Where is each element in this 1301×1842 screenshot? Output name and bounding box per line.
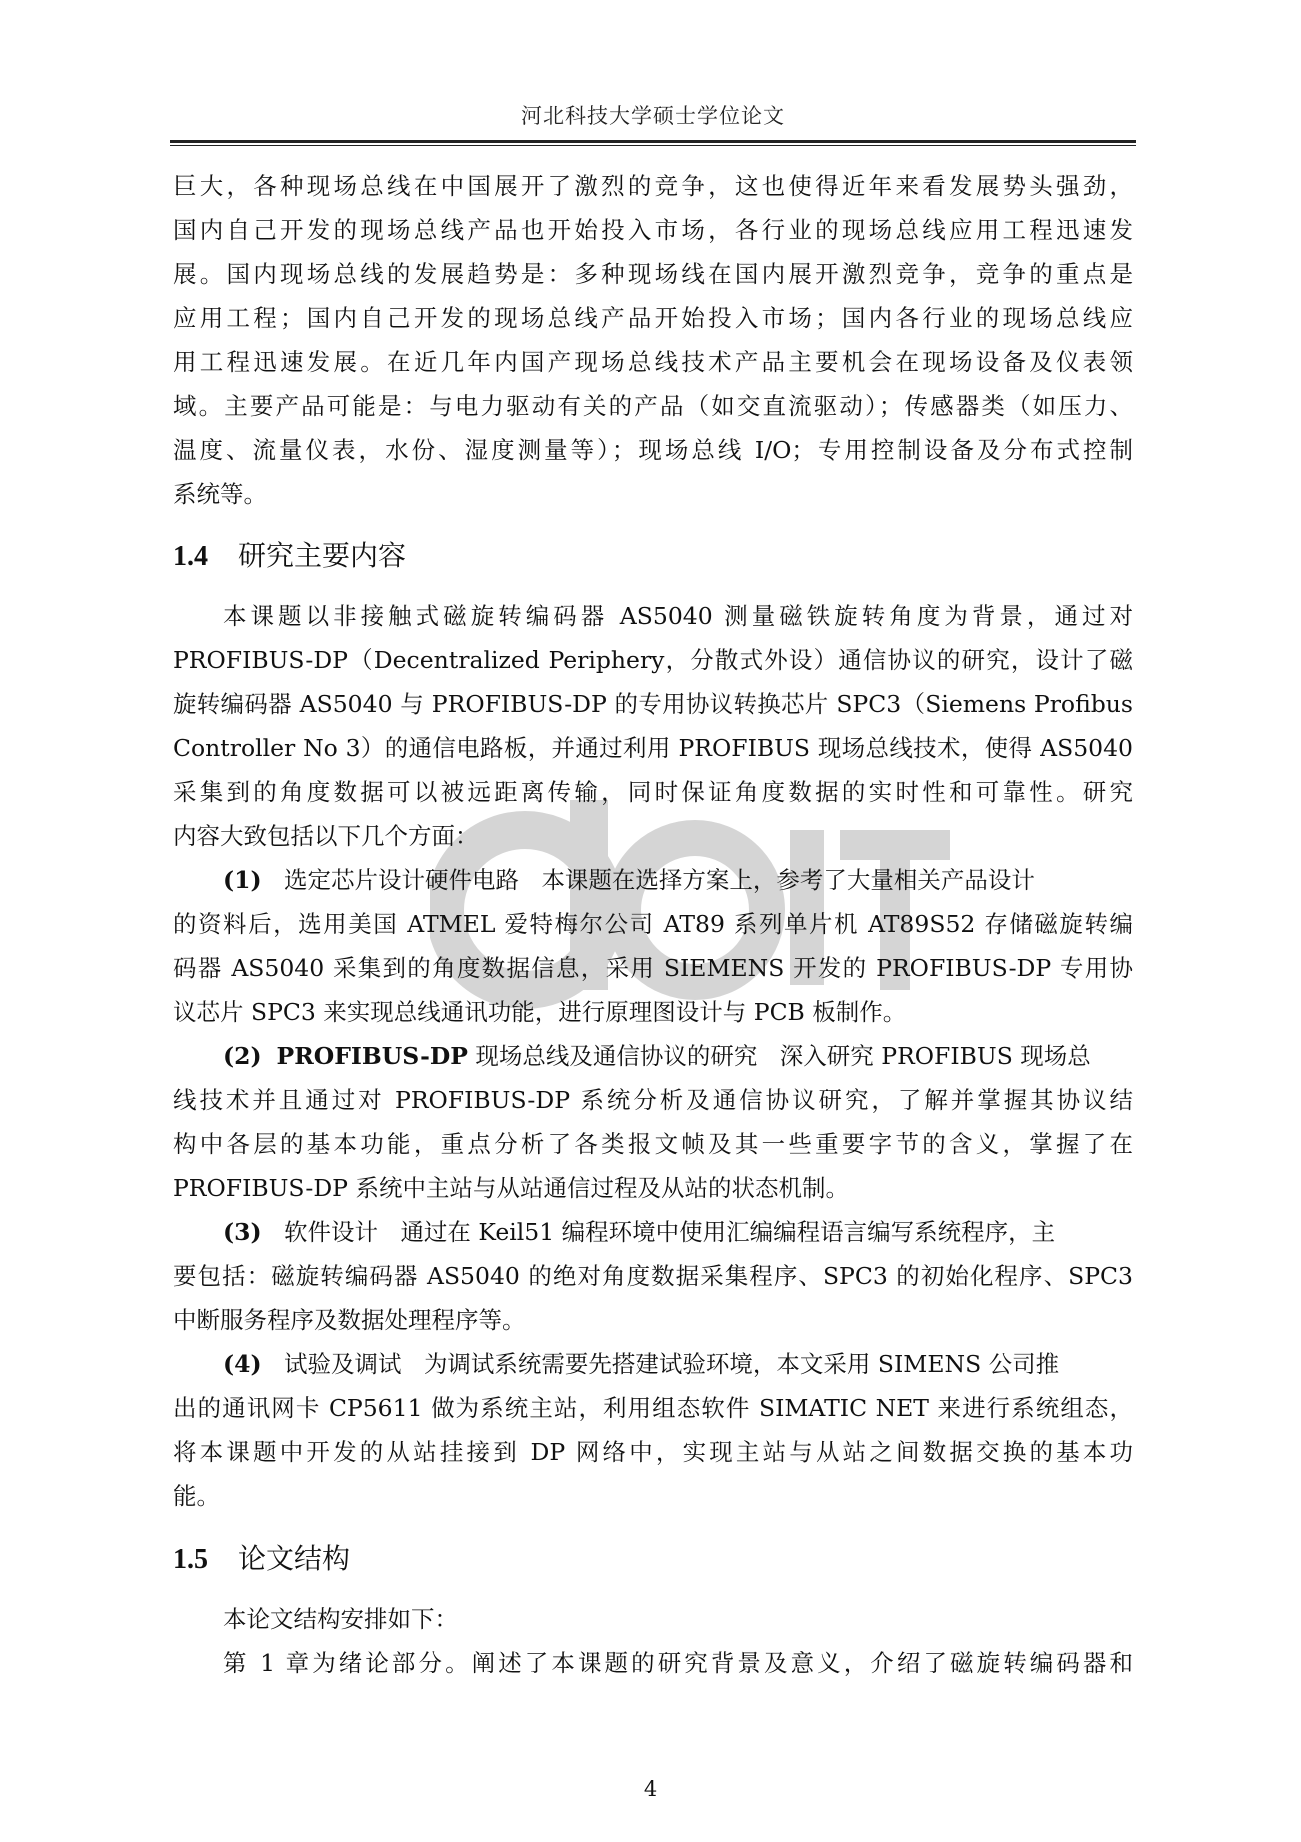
item-text: 深入研究 PROFIBUS 现场总	[779, 1042, 1091, 1070]
item-4-line-2: 出的通讯网卡 CP5611 做为系统主站，利用组态软件 SIMATIC NET 来进行系统组态，	[173, 1394, 1133, 1422]
research-line-6: 内容大致包括以下几个方面：	[173, 822, 479, 850]
item-3-line-2: 要包括：磁旋转编码器 AS5040 的绝对角度数据采集程序、SPC3 的初始化程序、SPC3	[173, 1262, 1133, 1290]
item-1-line-3: 码器 AS5040 采集到的角度数据信息，采用 SIEMENS 开发的 PROFIBUS-DP 专用协	[173, 954, 1133, 982]
item-label: (1)	[223, 866, 262, 894]
intro-line-5: 用工程迅速发展。在近几年内国产现场总线技术产品主要机会在现场设备及仪表领	[173, 348, 1133, 376]
section-heading-1-4	[173, 538, 406, 575]
intro-line-4: 应用工程；国内自己开发的现场总线产品开始投入市场；国内各行业的现场总线应	[173, 304, 1133, 332]
section-heading-1-5	[173, 1541, 350, 1578]
item-text: 为调试系统需要先搭建试验环境，本文采用 SIMENS 公司推	[423, 1350, 1060, 1378]
intro-line-1: 巨大，各种现场总线在中国展开了激烈的竞争，这也使得近年来看发展势头强劲，	[173, 172, 1133, 200]
intro-line-2: 国内自己开发的现场总线产品也开始投入市场，各行业的现场总线应用工程迅速发	[173, 216, 1133, 244]
item-1-first-line	[223, 865, 1133, 895]
item-2-line-4: PROFIBUS-DP 系统中主站与从站通信过程及从站的状态机制。	[173, 1174, 849, 1202]
section-title: 论文结构	[238, 1542, 351, 1575]
research-line-5: 采集到的角度数据可以被远距离传输，同时保证角度数据的实时性和可靠性。研究	[173, 778, 1133, 806]
section-number: 1.5	[173, 1544, 208, 1575]
item-2-first-line	[223, 1041, 1133, 1071]
item-text: 本课题在选择方案上，参考了大量相关产品设计	[541, 866, 1035, 894]
research-line-4: Controller No 3）的通信电路板，并通过利用 PROFIBUS 现场总线技术，使得 AS5040	[173, 734, 1133, 762]
item-heading: 试验及调试	[284, 1350, 402, 1378]
page-number: 4	[643, 1777, 658, 1801]
item-3-line-3: 中断服务程序及数据处理程序等。	[173, 1306, 526, 1334]
intro-line-8: 系统等。	[173, 480, 267, 508]
item-3-first-line	[223, 1217, 1133, 1247]
research-line-2: PROFIBUS-DP（Decentralized Periphery，分散式外设）通信协议的研究，设计了磁	[173, 646, 1133, 674]
running-header: 河北科技大学硕士学位论文	[521, 104, 785, 128]
intro-line-7: 温度、流量仪表，水份、湿度测量等）；现场总线 I/O；专用控制设备及分布式控制	[173, 436, 1133, 464]
header-rule-thin	[170, 145, 1136, 146]
item-2-line-2: 线技术并且通过对 PROFIBUS-DP 系统分析及通信协议研究，了解并掌握其协议结	[173, 1086, 1133, 1114]
header-rule	[170, 140, 1136, 146]
item-label: (4)	[223, 1350, 262, 1378]
item-label: (3)	[223, 1218, 262, 1246]
intro-line-6: 域。主要产品可能是：与电力驱动有关的产品（如交直流驱动）；传感器类（如压力、	[173, 392, 1133, 420]
section-number: 1.4	[173, 541, 208, 572]
item-heading-rest: 现场总线及通信协议的研究	[475, 1042, 758, 1070]
item-1-line-2: 的资料后，选用美国 ATMEL 爱特梅尔公司 AT89 系列单片机 AT89S52 存储磁旋转编	[173, 910, 1133, 938]
item-2-line-3: 构中各层的基本功能，重点分析了各类报文帧及其一些重要字节的含义，掌握了在	[173, 1130, 1133, 1158]
item-text: 通过在 Keil51 编程环境中使用汇编编程语言编写系统程序，主	[400, 1218, 1056, 1246]
item-4-first-line	[223, 1349, 1133, 1379]
intro-line-3: 展。国内现场总线的发展趋势是：多种现场线在国内展开激烈竞争，竞争的重点是	[173, 260, 1133, 288]
item-1-line-4: 议芯片 SPC3 来实现总线通讯功能，进行原理图设计与 PCB 板制作。	[173, 998, 907, 1026]
structure-line-1: 本论文结构安排如下：	[223, 1605, 458, 1633]
section-title: 研究主要内容	[238, 539, 407, 572]
item-4-line-3: 将本课题中开发的从站挂接到 DP 网络中，实现主站与从站之间数据交换的基本功	[173, 1438, 1133, 1466]
header-rule-thick	[170, 140, 1136, 143]
research-line-1: 本课题以非接触式磁旋转编码器 AS5040 测量磁铁旋转角度为背景，通过对	[223, 602, 1133, 630]
research-line-3: 旋转编码器 AS5040 与 PROFIBUS-DP 的专用协议转换芯片 SPC3（Siemens Profibus	[173, 690, 1133, 718]
item-heading: 选定芯片设计硬件电路	[284, 866, 520, 894]
item-label: (2)	[223, 1042, 262, 1070]
item-heading: PROFIBUS-DP	[276, 1042, 468, 1070]
item-4-line-4: 能。	[173, 1482, 220, 1510]
item-heading: 软件设计	[284, 1218, 379, 1246]
structure-line-2: 第 1 章为绪论部分。阐述了本课题的研究背景及意义，介绍了磁旋转编码器和	[223, 1649, 1133, 1677]
